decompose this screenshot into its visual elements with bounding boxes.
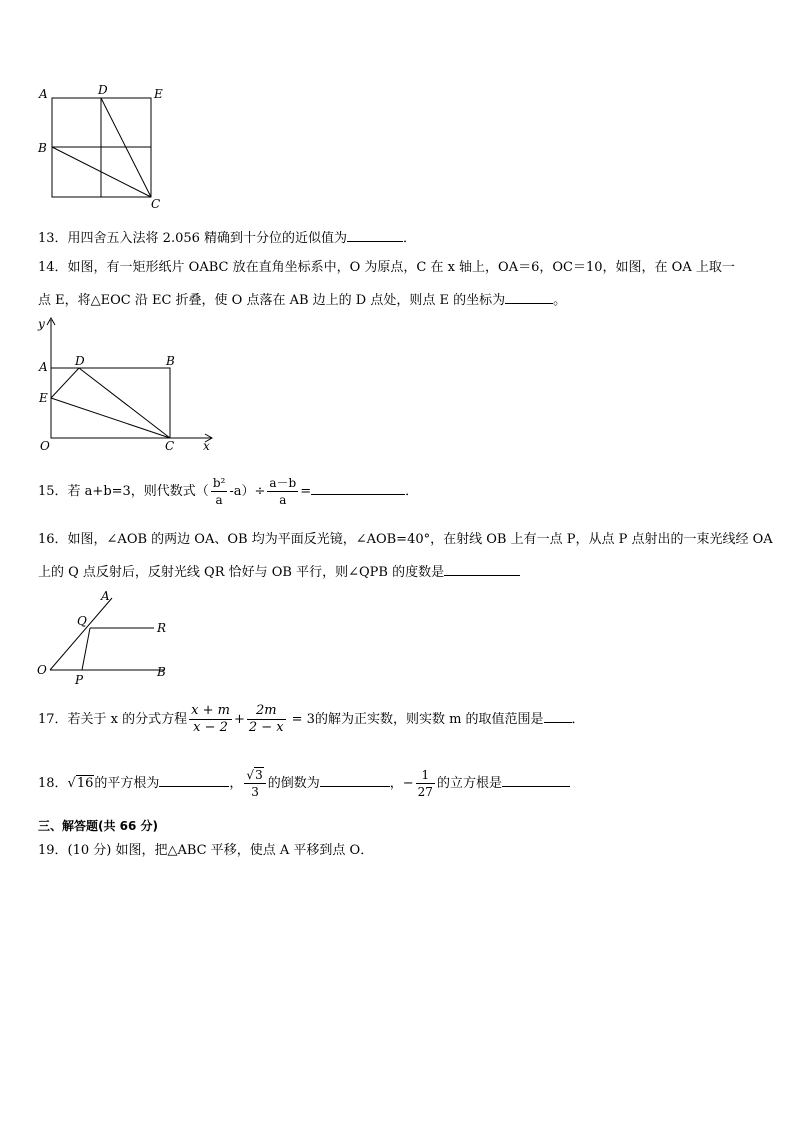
question-16-line1: 16．如图，∠AOB 的两边 OA、OB 均为平面反光镜，∠AOB=40°，在射线 OB 上有一点 P，从点 P 点射出的一束光线经 OA	[38, 532, 773, 547]
fraction-2m: $\frac{2m}{2 - x}$	[248, 703, 284, 735]
question-14-line1: 14．如图，有一矩形纸片 OABC 放在直角坐标系中，O 为原点，C 在 x 轴上，OA＝6，OC＝10，如图，在 OA 上取一	[38, 260, 735, 275]
label-C: C	[151, 197, 161, 211]
label-B: B	[157, 665, 166, 679]
question-16-line2: 上的 Q 点反射后，反射光线 QR 恰好与 OB 平行，则∠QPB 的度数是	[38, 563, 520, 581]
figure-q12	[36, 82, 176, 212]
question-15: 15．若 a+b=3，则代数式（ $\frac{\text{b²}}{a}$ -a）÷ $\frac{a-b}{a}$ = ．	[38, 476, 419, 507]
label-P: P	[75, 673, 84, 686]
label-B: B	[38, 141, 47, 155]
label-A: A	[101, 589, 110, 603]
label-B: B	[166, 354, 175, 368]
fraction-a-minus-b-over-a: $\frac{a-b}{a}$	[269, 476, 297, 507]
question-19: 19．(10 分) 如图，把△ABC 平移，使点 A 平移到点 O．	[38, 843, 374, 858]
sqrt-16: √16	[67, 776, 94, 791]
fraction-x-plus-m: $\frac{x + m}{x - 2}$	[191, 703, 230, 735]
answer-blank-17[interactable]	[544, 710, 572, 723]
question-13: 13．用四舍五入法将 2.056 精确到十分位的近似值为 ．	[38, 231, 417, 246]
fraction-1-over-27: $\frac{1}{27}$	[417, 768, 433, 799]
label-E: E	[39, 391, 48, 405]
label-A: A	[39, 87, 48, 101]
label-E: E	[154, 87, 163, 101]
answer-blank-13[interactable]	[347, 229, 403, 242]
answer-blank-18c[interactable]	[502, 774, 570, 787]
fraction-b2-over-a: $\frac{\text{b²}}{a}$	[212, 476, 226, 507]
label-Q: Q	[77, 614, 87, 628]
label-O: O	[40, 439, 50, 453]
label-A: A	[39, 360, 48, 374]
question-14-line2: 点 E，将△EOC 沿 EC 折叠，使 O 点落在 AB 边上的 D 点处，则点 E 的坐标为 。	[38, 293, 567, 308]
label-D: D	[98, 83, 108, 97]
fraction-sqrt3-over-3: $\frac{√3}{3}$	[244, 767, 265, 800]
label-y: y	[38, 317, 45, 331]
question-17: 17．若关于 x 的分式方程 $\frac{x + m}{x - 2}$ + $\frac{2m}{2 - x}$ = 3的解为正实数，则实数 m 的取值范围是 ．	[38, 703, 585, 735]
label-C: C	[165, 439, 175, 453]
question-18: 18．√16的平方根为 ， $\frac{√3}{3}$ 的倒数为 ，− $\frac{1}{27}$ 的立方根是	[38, 762, 570, 806]
section-title: 三、解答题(共 66 分)	[38, 819, 159, 833]
figure-q16	[34, 586, 184, 686]
answer-blank-15[interactable]	[311, 482, 405, 495]
answer-blank-18b[interactable]	[320, 774, 390, 787]
answer-blank-14[interactable]	[505, 291, 553, 304]
label-O: O	[37, 663, 47, 677]
label-x: x	[203, 439, 210, 453]
label-D: D	[75, 354, 85, 368]
answer-blank-16[interactable]	[444, 563, 520, 576]
figure-q14	[34, 314, 224, 454]
label-R: R	[157, 621, 167, 635]
answer-blank-18a[interactable]	[159, 774, 229, 787]
